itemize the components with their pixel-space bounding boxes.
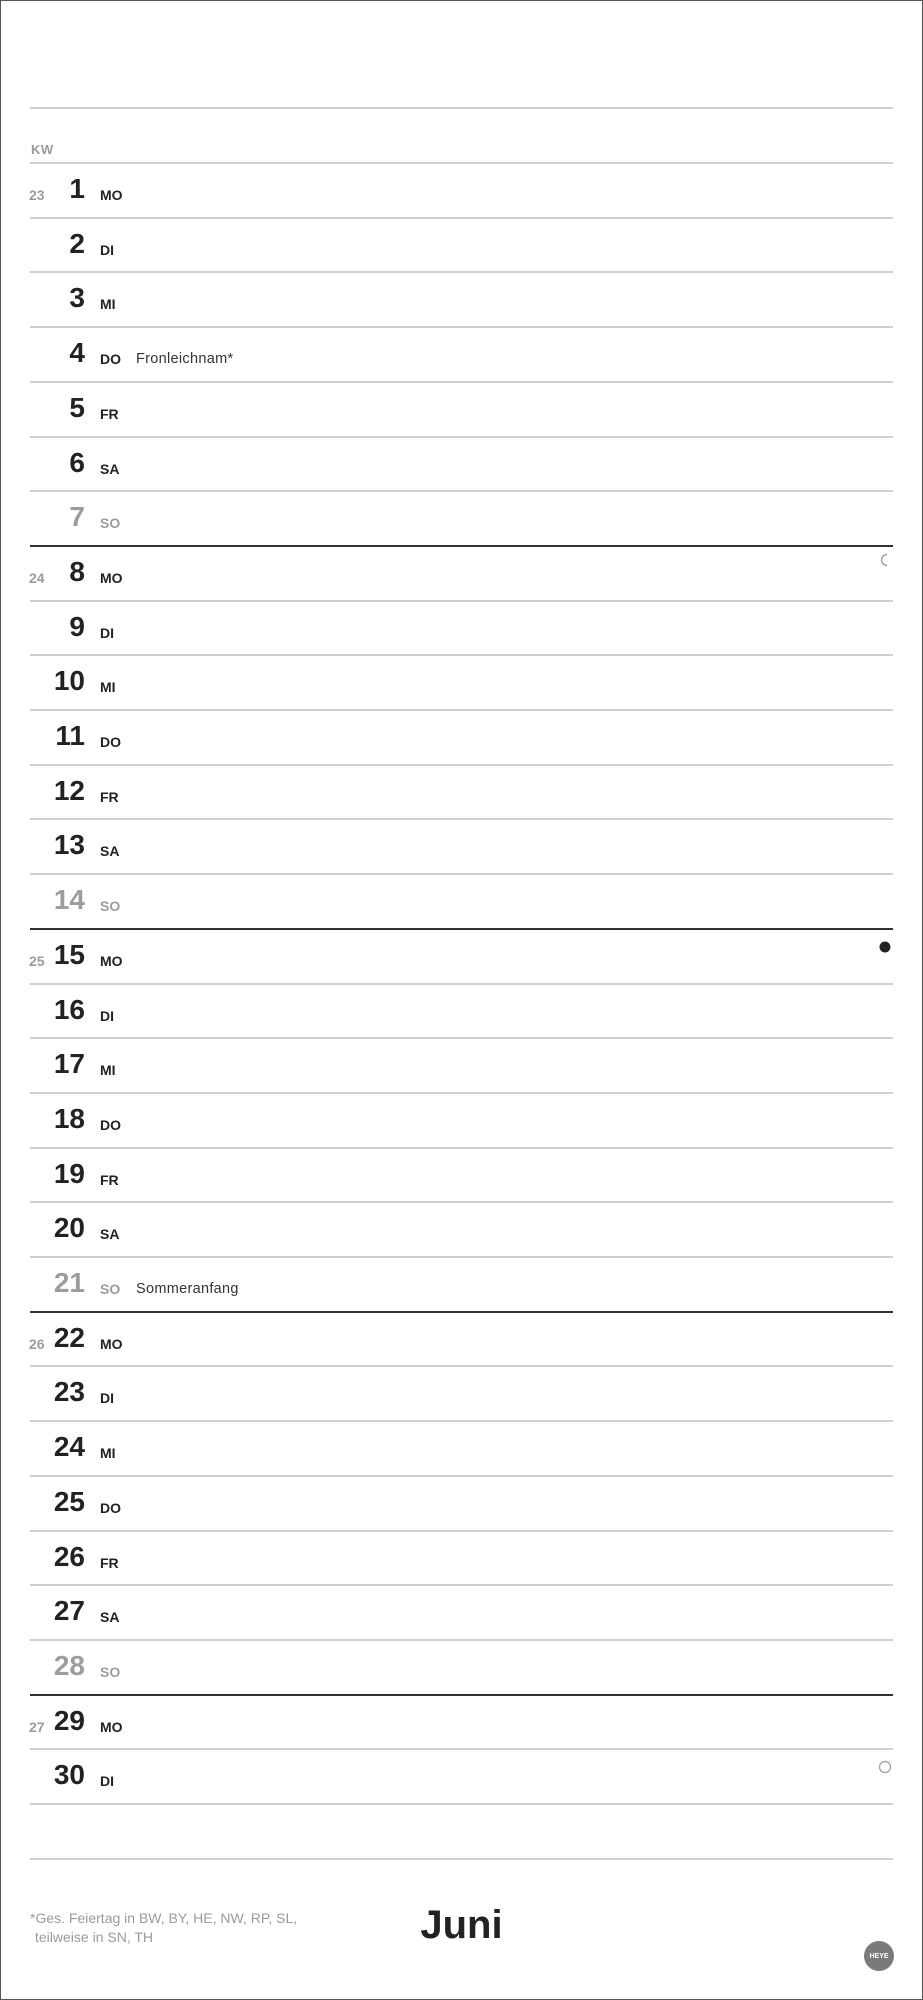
footnote-line-2: teilweise in SN, TH (35, 1929, 154, 1945)
day-number: 24 (53, 1431, 85, 1463)
full-moon-icon (878, 1760, 892, 1774)
day-number: 4 (69, 337, 85, 369)
day-number: 11 (55, 720, 85, 751)
week-number: 27 (29, 1718, 45, 1735)
day-number: 23 (53, 1376, 85, 1408)
day-row (0, 1366, 923, 1420)
day-number: 2 (69, 227, 85, 259)
weekday-label: SA (100, 1226, 120, 1243)
weekday-label: DI (100, 624, 114, 641)
day-row (0, 601, 923, 655)
day-number: 18 (53, 1102, 85, 1134)
weekday-label: MI (100, 1445, 116, 1462)
weekday-label: FR (100, 1554, 119, 1571)
weekday-label: MO (100, 1335, 123, 1352)
week-number: 25 (29, 952, 45, 969)
day-number: 15 (53, 938, 85, 970)
weekday-label: SO (100, 1281, 121, 1297)
weekday-label: MI (100, 679, 116, 696)
day-row (0, 655, 923, 709)
day-note: Sommeranfang (136, 1281, 239, 1297)
month-title: Juni (420, 1903, 503, 1947)
bottom-rule (30, 1858, 893, 1860)
weekday-label: MO (100, 569, 123, 586)
day-row (0, 437, 923, 491)
weekday-label: DO (100, 1499, 121, 1516)
weekday-label: FR (100, 788, 119, 805)
day-number: 1 (69, 173, 85, 204)
day-number: 7 (69, 501, 85, 533)
day-row (0, 819, 923, 873)
kw-column-header: KW (31, 142, 54, 157)
weekday-label: SA (100, 843, 120, 860)
day-row (0, 1038, 923, 1092)
day-number: 25 (53, 1485, 85, 1517)
day-row (0, 929, 923, 983)
day-row (0, 1257, 923, 1311)
weekday-label: MI (100, 296, 116, 313)
day-number: 10 (53, 665, 85, 697)
weekday-label: DI (100, 1773, 114, 1790)
weekday-label: SO (100, 898, 121, 915)
row-divider (30, 1803, 893, 1805)
day-number: 20 (53, 1212, 85, 1244)
day-row (0, 546, 923, 600)
weekday-label: MO (100, 187, 123, 203)
day-row (0, 491, 923, 545)
day-number: 27 (53, 1595, 85, 1627)
weekday-label: SA (100, 1609, 120, 1626)
day-note: Fronleichnam* (136, 351, 234, 368)
day-number: 9 (69, 610, 85, 642)
weekday-label: DO (100, 351, 121, 368)
last-quarter-moon-icon (878, 553, 892, 567)
weekday-label: MO (100, 1718, 123, 1735)
day-number: 29 (53, 1704, 85, 1736)
day-number: 5 (69, 391, 85, 423)
day-number: 26 (53, 1540, 85, 1572)
day-number: 6 (69, 446, 85, 478)
footnote-line-1: *Ges. Feiertag in BW, BY, HE, NW, RP, SL, (30, 1910, 298, 1926)
weekday-label: DI (100, 1390, 114, 1407)
day-number: 16 (53, 993, 85, 1025)
day-row (0, 710, 923, 764)
weekday-label: DO (100, 1116, 121, 1133)
day-number: 17 (53, 1048, 85, 1080)
day-number: 3 (69, 282, 85, 314)
day-row (0, 1202, 923, 1256)
day-row (0, 1093, 923, 1147)
weekday-label: DO (100, 734, 121, 750)
day-row (0, 1148, 923, 1202)
new-moon-icon (878, 940, 892, 954)
day-row (0, 163, 923, 217)
day-row (0, 1695, 923, 1749)
top-rule (30, 107, 893, 109)
day-number: 30 (53, 1759, 85, 1791)
day-row (0, 765, 923, 819)
day-row (0, 218, 923, 272)
day-row (0, 1640, 923, 1694)
day-number: 28 (53, 1649, 85, 1681)
publisher-logo: HEYE (864, 1941, 894, 1971)
day-number: 21 (53, 1267, 85, 1298)
day-row (0, 984, 923, 1038)
weekday-label: MI (100, 1062, 116, 1079)
day-row (0, 1476, 923, 1530)
day-row (0, 382, 923, 436)
week-number: 24 (29, 569, 45, 586)
weekday-label: SO (100, 515, 121, 532)
day-number: 13 (53, 829, 85, 861)
day-number: 8 (69, 555, 85, 587)
weekday-label: SA (100, 460, 120, 477)
day-number: 12 (53, 774, 85, 806)
day-row (0, 1531, 923, 1585)
day-row (0, 327, 923, 381)
day-row (0, 874, 923, 928)
weekday-label: DI (100, 241, 114, 258)
weekday-label: FR (100, 405, 119, 422)
day-number: 22 (53, 1321, 85, 1353)
weekday-label: SO (100, 1663, 121, 1680)
day-number: 19 (53, 1157, 85, 1189)
weekday-label: FR (100, 1171, 119, 1188)
first-quarter-moon-icon (878, 1267, 892, 1281)
day-row (0, 1749, 923, 1803)
day-number: 14 (53, 884, 85, 916)
weekday-label: DI (100, 1007, 114, 1024)
week-number: 23 (29, 187, 45, 203)
day-row (0, 1312, 923, 1366)
week-number: 26 (29, 1335, 45, 1352)
day-row (0, 1585, 923, 1639)
weekday-label: MO (100, 952, 123, 969)
day-row (0, 1421, 923, 1475)
day-row (0, 272, 923, 326)
